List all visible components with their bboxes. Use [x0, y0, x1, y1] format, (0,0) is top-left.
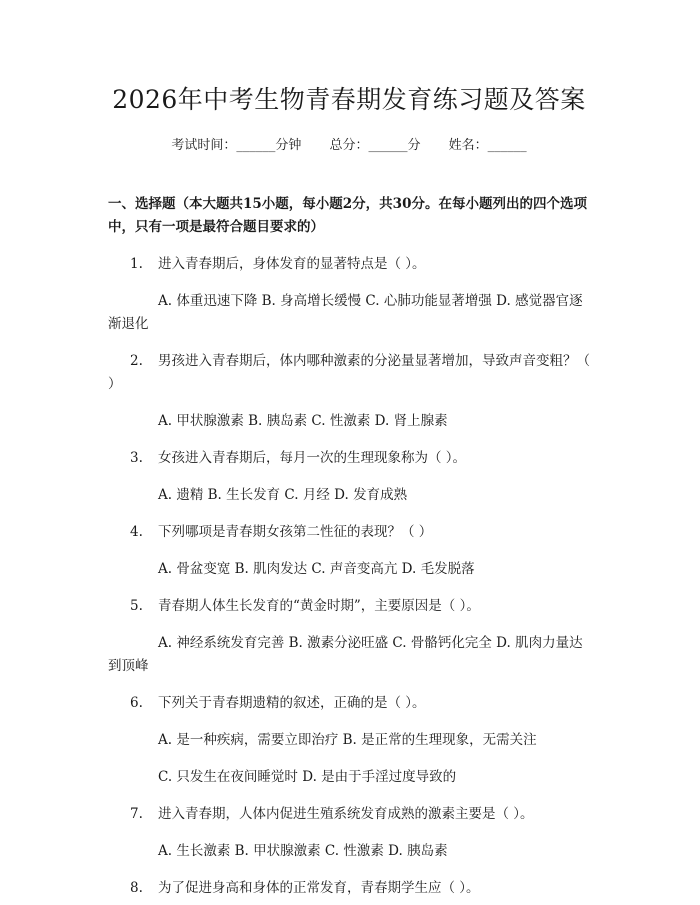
question-text: 下列关于青春期遗精的叙述，正确的是（ ）。 [158, 695, 426, 711]
question-7 [108, 803, 590, 826]
question-number: 2. [130, 353, 143, 369]
question-2-options: A. 甲状腺激素 B. 胰岛素 C. 性激素 D. 肾上腺素 [158, 413, 448, 429]
question-4-options: A. 骨盆变宽 B. 肌肉发达 C. 声音变高亢 D. 毛发脱落 [158, 561, 475, 577]
question-7-options: A. 生长激素 B. 甲状腺激素 C. 性激素 D. 胰岛素 [158, 843, 448, 859]
question-3-options: A. 遗精 B. 生长发育 C. 月经 D. 发育成熟 [158, 487, 408, 503]
question-6-options-line-1: A. 是一种疾病，需要立即治疗 B. 是正常的生理现象，无需关注 [158, 732, 537, 748]
question-8 [108, 877, 590, 900]
question-2 [108, 350, 590, 396]
section-heading: 一、选择题（本大题共15小题，每小题2分，共30分。在每小题列出的四个选项中，只有一项是最符合题目要求的） [108, 196, 587, 235]
question-number: 5. [130, 598, 143, 614]
exam-time: 考试时间：______分钟 [171, 138, 302, 153]
page-title: 2026年中考生物青春期发育练习题及答案 [112, 85, 586, 114]
question-1-options: A. 体重迅速下降 B. 身高增长缓慢 C. 心肺功能显著增强 D. 感觉器官逐渐退化 [108, 293, 583, 332]
question-text: 女孩进入青春期后，每月一次的生理现象称为（ ）。 [158, 450, 467, 466]
question-number: 7. [130, 806, 143, 822]
question-text: 进入青春期后，身体发育的显著特点是（ ）。 [158, 256, 426, 272]
question-number: 8. [130, 880, 143, 896]
question-text: 青春期人体生长发育的“黄金时期”，主要原因是（ ）。 [158, 598, 480, 614]
question-text: 为了促进身高和身体的正常发育，青春期学生应（ ）。 [158, 880, 480, 896]
question-number: 4. [130, 524, 143, 540]
question-text: 进入青春期，人体内促进生殖系统发育成熟的激素主要是（ ）。 [158, 806, 534, 822]
question-6 [108, 692, 590, 715]
total-score: 总分：______分 [329, 138, 421, 153]
question-number: 6. [130, 695, 143, 711]
question-text: 下列哪项是青春期女孩第二性征的表现？（ ） [158, 524, 433, 540]
question-5 [108, 595, 590, 618]
question-text: 男孩进入青春期后，体内哪种激素的分泌量显著增加，导致声音变粗？（ ） [108, 353, 590, 392]
question-3 [108, 447, 590, 470]
question-5-options: A. 神经系统发育完善 B. 激素分泌旺盛 C. 骨骼钙化完全 D. 肌肉力量达到顶峰 [108, 635, 583, 674]
exam-info [108, 137, 590, 155]
question-4 [108, 521, 590, 544]
question-number: 3. [130, 450, 143, 466]
student-name: 姓名：______ [448, 138, 527, 153]
question-6-options-line-2: C. 只发生在夜间睡觉时 D. 是由于手淫过度导致的 [158, 769, 457, 785]
question-1 [108, 253, 590, 276]
question-number: 1. [130, 256, 143, 272]
